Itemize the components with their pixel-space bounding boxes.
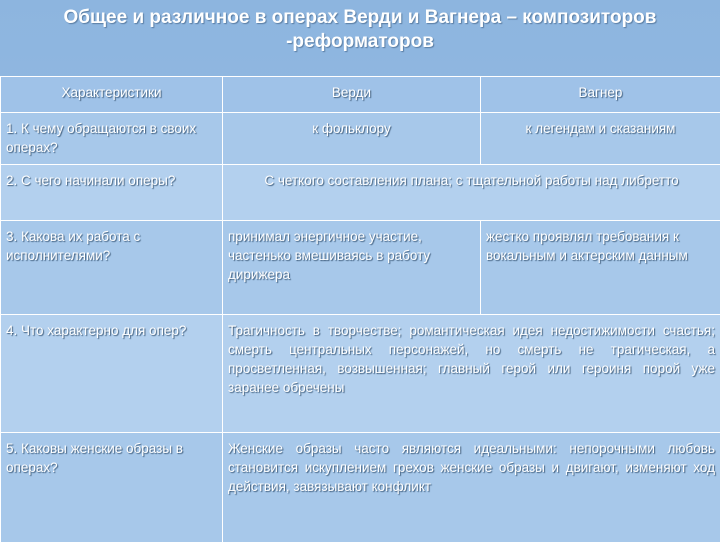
table-row	[1, 113, 720, 165]
shared-answer-cell: Трагичность в творчестве; романтическая идея недостижимости счастья; смерть центральных персонажей, но смерть не трагическая, а просветленная, возвышенная; главный герой или героиня порой уже заранее обречены	[223, 315, 720, 433]
title-line-1: Общее и различное в оперaх Верди и Вагнера – композиторов	[0, 6, 720, 30]
question-cell: 5. Каковы женские образы в операх?	[1, 433, 223, 543]
question-cell: 1. К чему обращаются в своих операх?	[1, 113, 223, 165]
wagner-cell: жестко проявлял требования к вокальным и актерским данным	[481, 221, 720, 315]
header-characteristics: Характеристики	[1, 77, 223, 113]
question-cell: 2. С чего начинали оперы?	[1, 165, 223, 221]
table-row	[1, 165, 720, 221]
question-cell: 4. Что характерно для опер?	[1, 315, 223, 433]
table-row	[1, 433, 720, 543]
verdi-cell: к фольклору	[223, 113, 481, 165]
question-cell: 3. Какова их работа с исполнителями?	[1, 221, 223, 315]
table-header-row	[1, 77, 720, 113]
shared-answer-cell: Женские образы часто являются идеальными: непорочными любовь становится искуплением грехов женские образы и двигают, изменяют ход действия, завязывают конфликт	[223, 433, 720, 543]
header-wagner: Вагнер	[481, 77, 720, 113]
slide-title	[0, 6, 720, 54]
title-line-2: -реформаторов	[0, 30, 720, 54]
table-row	[1, 315, 720, 433]
comparison-table	[0, 76, 720, 543]
wagner-cell: к легендам и сказаниям	[481, 113, 720, 165]
shared-answer-cell: С четкого составления плана; с тщательной работы над либретто	[223, 165, 720, 221]
table-row	[1, 221, 720, 315]
verdi-cell: принимал энергичное участие, частенько вмешиваясь в работу дирижера	[223, 221, 481, 315]
header-verdi: Верди	[223, 77, 481, 113]
